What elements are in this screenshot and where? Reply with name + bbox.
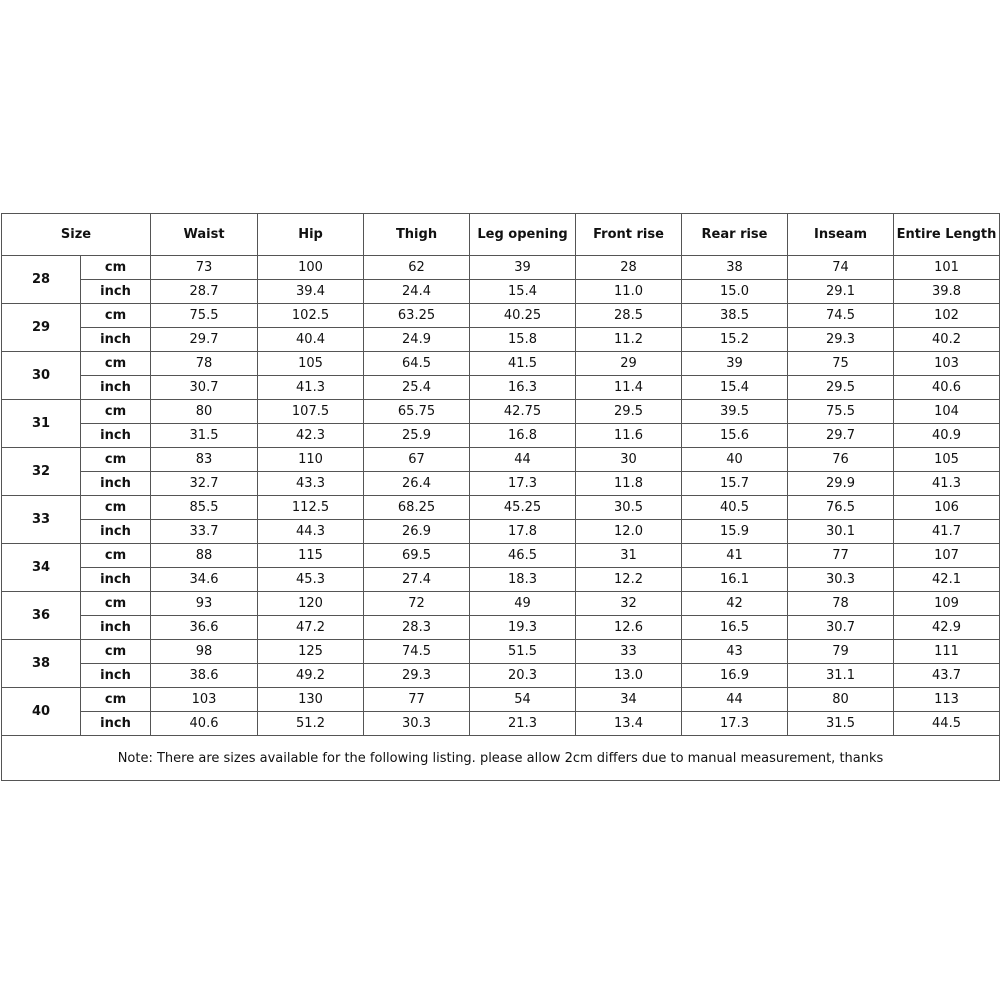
thigh-inch-cell: 24.4 [364, 280, 470, 304]
size-label: 28 [2, 256, 81, 304]
hip-inch-cell: 51.2 [258, 712, 364, 736]
table-row [2, 352, 1000, 376]
size-label: 38 [2, 640, 81, 688]
entire-length-cm-cell: 102 [894, 304, 1000, 328]
table-row [2, 520, 1000, 544]
thigh-header: Thigh [364, 214, 470, 256]
front-rise-inch-cell: 12.2 [576, 568, 682, 592]
unit-label-cm: cm [81, 304, 151, 328]
table-row [2, 496, 1000, 520]
leg-opening-inch-cell: 18.3 [470, 568, 576, 592]
entire-length-inch-cell: 40.6 [894, 376, 1000, 400]
unit-label-inch: inch [81, 280, 151, 304]
inseam-inch-cell: 30.7 [788, 616, 894, 640]
table-row [2, 664, 1000, 688]
size-label: 36 [2, 592, 81, 640]
unit-label-cm: cm [81, 256, 151, 280]
thigh-cm-cell: 67 [364, 448, 470, 472]
leg-opening-cm-cell: 46.5 [470, 544, 576, 568]
front-rise-inch-cell: 11.4 [576, 376, 682, 400]
rear-rise-inch-cell: 15.6 [682, 424, 788, 448]
inseam-cm-cell: 80 [788, 688, 894, 712]
front-rise-inch-cell: 11.8 [576, 472, 682, 496]
inseam-header: Inseam [788, 214, 894, 256]
hip-inch-cell: 49.2 [258, 664, 364, 688]
waist-cm-cell: 85.5 [151, 496, 258, 520]
thigh-cm-cell: 74.5 [364, 640, 470, 664]
entire-length-cm-cell: 107 [894, 544, 1000, 568]
waist-cm-cell: 75.5 [151, 304, 258, 328]
hip-cm-cell: 120 [258, 592, 364, 616]
entire-length-cm-cell: 105 [894, 448, 1000, 472]
hip-header: Hip [258, 214, 364, 256]
rear-rise-inch-cell: 16.5 [682, 616, 788, 640]
hip-cm-cell: 105 [258, 352, 364, 376]
rear-rise-cm-cell: 38 [682, 256, 788, 280]
hip-inch-cell: 39.4 [258, 280, 364, 304]
waist-cm-cell: 80 [151, 400, 258, 424]
rear-rise-inch-cell: 17.3 [682, 712, 788, 736]
size-label: 30 [2, 352, 81, 400]
inseam-cm-cell: 79 [788, 640, 894, 664]
entire-length-inch-cell: 41.7 [894, 520, 1000, 544]
rear-rise-inch-cell: 15.0 [682, 280, 788, 304]
thigh-cm-cell: 69.5 [364, 544, 470, 568]
thigh-inch-cell: 29.3 [364, 664, 470, 688]
entire-length-cm-cell: 113 [894, 688, 1000, 712]
leg-opening-inch-cell: 16.8 [470, 424, 576, 448]
entire-length-header: Entire Length [894, 214, 1000, 256]
size-label: 29 [2, 304, 81, 352]
table-row [2, 568, 1000, 592]
inseam-cm-cell: 74 [788, 256, 894, 280]
inseam-cm-cell: 76.5 [788, 496, 894, 520]
hip-inch-cell: 43.3 [258, 472, 364, 496]
entire-length-cm-cell: 109 [894, 592, 1000, 616]
waist-cm-cell: 78 [151, 352, 258, 376]
front-rise-cm-cell: 28.5 [576, 304, 682, 328]
rear-rise-inch-cell: 15.9 [682, 520, 788, 544]
table-row [2, 424, 1000, 448]
thigh-cm-cell: 77 [364, 688, 470, 712]
header-row [2, 214, 1000, 256]
table-row [2, 544, 1000, 568]
leg-opening-cm-cell: 39 [470, 256, 576, 280]
table-row [2, 712, 1000, 736]
unit-label-inch: inch [81, 616, 151, 640]
hip-cm-cell: 115 [258, 544, 364, 568]
inseam-cm-cell: 76 [788, 448, 894, 472]
inseam-inch-cell: 29.7 [788, 424, 894, 448]
entire-length-cm-cell: 103 [894, 352, 1000, 376]
table-row [2, 616, 1000, 640]
leg-opening-inch-cell: 17.8 [470, 520, 576, 544]
inseam-inch-cell: 31.5 [788, 712, 894, 736]
thigh-cm-cell: 65.75 [364, 400, 470, 424]
leg-opening-header: Leg opening [470, 214, 576, 256]
unit-label-cm: cm [81, 592, 151, 616]
table-row [2, 304, 1000, 328]
hip-inch-cell: 42.3 [258, 424, 364, 448]
table-row [2, 280, 1000, 304]
front-rise-inch-cell: 13.4 [576, 712, 682, 736]
hip-cm-cell: 112.5 [258, 496, 364, 520]
entire-length-inch-cell: 40.9 [894, 424, 1000, 448]
hip-cm-cell: 100 [258, 256, 364, 280]
hip-inch-cell: 47.2 [258, 616, 364, 640]
hip-cm-cell: 125 [258, 640, 364, 664]
waist-inch-cell: 38.6 [151, 664, 258, 688]
front-rise-cm-cell: 31 [576, 544, 682, 568]
rear-rise-cm-cell: 42 [682, 592, 788, 616]
front-rise-cm-cell: 28 [576, 256, 682, 280]
leg-opening-cm-cell: 51.5 [470, 640, 576, 664]
waist-inch-cell: 36.6 [151, 616, 258, 640]
entire-length-inch-cell: 42.9 [894, 616, 1000, 640]
thigh-inch-cell: 26.4 [364, 472, 470, 496]
leg-opening-inch-cell: 15.8 [470, 328, 576, 352]
thigh-inch-cell: 26.9 [364, 520, 470, 544]
unit-label-cm: cm [81, 544, 151, 568]
rear-rise-cm-cell: 38.5 [682, 304, 788, 328]
unit-label-inch: inch [81, 568, 151, 592]
rear-rise-inch-cell: 15.2 [682, 328, 788, 352]
waist-inch-cell: 33.7 [151, 520, 258, 544]
table-row [2, 256, 1000, 280]
table-row [2, 400, 1000, 424]
front-rise-inch-cell: 11.2 [576, 328, 682, 352]
leg-opening-cm-cell: 54 [470, 688, 576, 712]
inseam-cm-cell: 77 [788, 544, 894, 568]
waist-cm-cell: 73 [151, 256, 258, 280]
unit-label-inch: inch [81, 520, 151, 544]
waist-header: Waist [151, 214, 258, 256]
rear-rise-cm-cell: 39.5 [682, 400, 788, 424]
unit-label-inch: inch [81, 712, 151, 736]
waist-cm-cell: 93 [151, 592, 258, 616]
front-rise-inch-cell: 12.6 [576, 616, 682, 640]
front-rise-cm-cell: 30 [576, 448, 682, 472]
table-row [2, 448, 1000, 472]
front-rise-inch-cell: 13.0 [576, 664, 682, 688]
inseam-inch-cell: 31.1 [788, 664, 894, 688]
table-row [2, 376, 1000, 400]
entire-length-inch-cell: 39.8 [894, 280, 1000, 304]
entire-length-cm-cell: 101 [894, 256, 1000, 280]
rear-rise-inch-cell: 16.9 [682, 664, 788, 688]
inseam-cm-cell: 75.5 [788, 400, 894, 424]
thigh-cm-cell: 68.25 [364, 496, 470, 520]
thigh-inch-cell: 27.4 [364, 568, 470, 592]
waist-cm-cell: 88 [151, 544, 258, 568]
waist-inch-cell: 40.6 [151, 712, 258, 736]
waist-inch-cell: 29.7 [151, 328, 258, 352]
thigh-cm-cell: 62 [364, 256, 470, 280]
hip-cm-cell: 130 [258, 688, 364, 712]
size-chart-table [1, 213, 1000, 781]
front-rise-cm-cell: 30.5 [576, 496, 682, 520]
waist-inch-cell: 28.7 [151, 280, 258, 304]
entire-length-cm-cell: 104 [894, 400, 1000, 424]
thigh-inch-cell: 30.3 [364, 712, 470, 736]
thigh-inch-cell: 28.3 [364, 616, 470, 640]
front-rise-inch-cell: 12.0 [576, 520, 682, 544]
table-row [2, 688, 1000, 712]
hip-cm-cell: 107.5 [258, 400, 364, 424]
front-rise-cm-cell: 34 [576, 688, 682, 712]
hip-inch-cell: 40.4 [258, 328, 364, 352]
rear-rise-cm-cell: 40.5 [682, 496, 788, 520]
leg-opening-inch-cell: 21.3 [470, 712, 576, 736]
entire-length-inch-cell: 41.3 [894, 472, 1000, 496]
leg-opening-cm-cell: 41.5 [470, 352, 576, 376]
front-rise-cm-cell: 29.5 [576, 400, 682, 424]
size-label: 32 [2, 448, 81, 496]
inseam-cm-cell: 75 [788, 352, 894, 376]
rear-rise-cm-cell: 43 [682, 640, 788, 664]
leg-opening-inch-cell: 19.3 [470, 616, 576, 640]
unit-label-inch: inch [81, 472, 151, 496]
leg-opening-cm-cell: 44 [470, 448, 576, 472]
note-text: Note: There are sizes available for the following listing. please allow 2cm differs due to manual measurement, thanks [2, 736, 1000, 781]
hip-inch-cell: 44.3 [258, 520, 364, 544]
inseam-cm-cell: 78 [788, 592, 894, 616]
thigh-inch-cell: 25.4 [364, 376, 470, 400]
inseam-inch-cell: 29.1 [788, 280, 894, 304]
entire-length-cm-cell: 106 [894, 496, 1000, 520]
thigh-inch-cell: 25.9 [364, 424, 470, 448]
entire-length-inch-cell: 40.2 [894, 328, 1000, 352]
table-row [2, 472, 1000, 496]
waist-inch-cell: 31.5 [151, 424, 258, 448]
hip-cm-cell: 102.5 [258, 304, 364, 328]
rear-rise-inch-cell: 15.4 [682, 376, 788, 400]
size-header: Size [2, 214, 151, 256]
rear-rise-cm-cell: 41 [682, 544, 788, 568]
inseam-inch-cell: 30.3 [788, 568, 894, 592]
leg-opening-cm-cell: 49 [470, 592, 576, 616]
table-row [2, 328, 1000, 352]
front-rise-header: Front rise [576, 214, 682, 256]
waist-inch-cell: 34.6 [151, 568, 258, 592]
size-label: 34 [2, 544, 81, 592]
waist-cm-cell: 98 [151, 640, 258, 664]
hip-inch-cell: 41.3 [258, 376, 364, 400]
front-rise-inch-cell: 11.0 [576, 280, 682, 304]
table-row [2, 640, 1000, 664]
waist-inch-cell: 32.7 [151, 472, 258, 496]
leg-opening-cm-cell: 45.25 [470, 496, 576, 520]
front-rise-inch-cell: 11.6 [576, 424, 682, 448]
inseam-inch-cell: 29.5 [788, 376, 894, 400]
thigh-cm-cell: 63.25 [364, 304, 470, 328]
note-row [2, 736, 1000, 781]
waist-cm-cell: 103 [151, 688, 258, 712]
rear-rise-cm-cell: 44 [682, 688, 788, 712]
leg-opening-cm-cell: 42.75 [470, 400, 576, 424]
inseam-inch-cell: 29.9 [788, 472, 894, 496]
thigh-cm-cell: 72 [364, 592, 470, 616]
unit-label-cm: cm [81, 496, 151, 520]
waist-inch-cell: 30.7 [151, 376, 258, 400]
unit-label-cm: cm [81, 640, 151, 664]
unit-label-cm: cm [81, 448, 151, 472]
size-label: 40 [2, 688, 81, 736]
inseam-inch-cell: 30.1 [788, 520, 894, 544]
front-rise-cm-cell: 29 [576, 352, 682, 376]
unit-label-cm: cm [81, 352, 151, 376]
front-rise-cm-cell: 32 [576, 592, 682, 616]
leg-opening-inch-cell: 17.3 [470, 472, 576, 496]
size-label: 31 [2, 400, 81, 448]
thigh-cm-cell: 64.5 [364, 352, 470, 376]
leg-opening-inch-cell: 15.4 [470, 280, 576, 304]
leg-opening-inch-cell: 20.3 [470, 664, 576, 688]
rear-rise-cm-cell: 39 [682, 352, 788, 376]
entire-length-inch-cell: 43.7 [894, 664, 1000, 688]
entire-length-cm-cell: 111 [894, 640, 1000, 664]
inseam-inch-cell: 29.3 [788, 328, 894, 352]
hip-inch-cell: 45.3 [258, 568, 364, 592]
unit-label-cm: cm [81, 688, 151, 712]
rear-rise-inch-cell: 16.1 [682, 568, 788, 592]
waist-cm-cell: 83 [151, 448, 258, 472]
leg-opening-cm-cell: 40.25 [470, 304, 576, 328]
table-row [2, 592, 1000, 616]
rear-rise-header: Rear rise [682, 214, 788, 256]
hip-cm-cell: 110 [258, 448, 364, 472]
entire-length-inch-cell: 42.1 [894, 568, 1000, 592]
rear-rise-inch-cell: 15.7 [682, 472, 788, 496]
unit-label-inch: inch [81, 376, 151, 400]
unit-label-inch: inch [81, 424, 151, 448]
front-rise-cm-cell: 33 [576, 640, 682, 664]
size-chart-body [2, 256, 1000, 736]
thigh-inch-cell: 24.9 [364, 328, 470, 352]
unit-label-cm: cm [81, 400, 151, 424]
inseam-cm-cell: 74.5 [788, 304, 894, 328]
leg-opening-inch-cell: 16.3 [470, 376, 576, 400]
unit-label-inch: inch [81, 328, 151, 352]
unit-label-inch: inch [81, 664, 151, 688]
size-label: 33 [2, 496, 81, 544]
rear-rise-cm-cell: 40 [682, 448, 788, 472]
entire-length-inch-cell: 44.5 [894, 712, 1000, 736]
